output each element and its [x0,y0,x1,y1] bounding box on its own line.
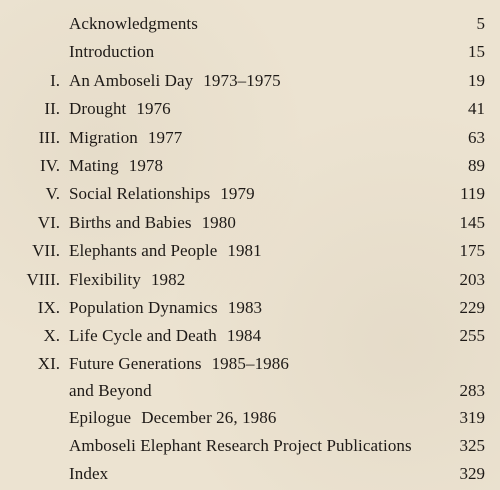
chapter-number: II. [44,99,60,119]
chapter-dates: 1981 [227,241,262,261]
toc-entry-introduction [0,38,500,66]
toc-entry-chapter-7 [0,237,500,265]
chapter-title: Epilogue December 26, 1986 [69,407,277,427]
chapter-title: Acknowledgments [69,14,198,33]
page-number: 325 [459,436,485,456]
page-number: 5 [476,14,485,33]
chapter-number: VIII. [26,269,60,289]
chapter-dates: 1977 [147,127,183,147]
page-number: 175 [459,241,485,261]
page-number: 203 [459,269,485,289]
toc-entry-chapter-11-continued [0,377,500,404]
toc-entry-chapter-4 [0,152,500,180]
chapter-number: VII. [32,241,60,261]
toc-entry-publications [0,432,500,460]
chapter-number: I. [50,70,60,90]
chapter-dates: 1982 [150,269,186,289]
page-number: 63 [468,127,485,147]
page-number: 283 [459,380,485,400]
chapter-title: An Amboseli Day 1973–1975 [69,70,281,90]
chapter-title: Mating 1978 [69,155,164,175]
chapter-dates: 1979 [220,184,255,204]
chapter-number: X. [43,326,60,346]
chapter-title: Future Generations 1985–1986 [69,353,289,373]
chapter-dates: 1980 [201,212,236,232]
page-number: 41 [468,99,485,119]
page-number: 319 [459,407,485,427]
chapter-dates: 1985–1986 [211,353,289,373]
chapter-number: III. [38,127,60,147]
chapter-number: IV. [40,155,60,175]
toc-entry-chapter-11 [0,351,500,377]
chapter-dates: December 26, 1986 [141,407,277,427]
page-number: 89 [468,155,485,175]
toc-entry-chapter-10 [0,322,500,350]
chapter-title: Amboseli Elephant Research Project Publications [69,436,412,456]
page-number: 119 [460,184,485,204]
chapter-title: Flexibility 1982 [69,269,186,289]
chapter-number: V. [45,184,60,204]
toc-entry-index [0,460,500,488]
page-number: 229 [459,297,485,317]
chapter-number: IX. [37,297,60,317]
toc-entry-chapter-8 [0,266,500,294]
chapter-title: Social Relationships 1979 [69,184,255,204]
chapter-title: Migration 1977 [69,127,183,147]
toc-entry-chapter-1 [0,67,500,95]
chapter-dates: 1973–1975 [203,70,281,90]
chapter-number: VI. [37,212,60,232]
page-number: 15 [468,42,485,62]
chapter-title: Life Cycle and Death 1984 [69,326,262,346]
chapter-number: XI. [37,353,60,373]
page-number: 329 [459,464,485,484]
page-number: 19 [468,70,485,90]
chapter-dates: 1976 [136,99,171,119]
toc-entry-chapter-6 [0,209,500,237]
page-number: 255 [459,326,485,346]
chapter-title: Introduction [69,42,155,62]
chapter-title-continued: and Beyond [69,380,152,400]
table-of-contents [0,10,500,489]
chapter-title: Index [69,464,109,484]
toc-entry-epilogue [0,404,500,432]
chapter-dates: 1978 [128,155,164,175]
chapter-title: Drought 1976 [69,99,171,119]
toc-entry-chapter-5 [0,180,500,208]
page-number: 145 [459,212,485,232]
chapter-title: Elephants and People 1981 [69,241,262,261]
toc-entry-chapter-9 [0,294,500,322]
chapter-dates: 1984 [226,326,262,346]
chapter-title: Births and Babies 1980 [69,212,236,232]
toc-entry-chapter-3 [0,124,500,152]
chapter-dates: 1983 [227,297,263,317]
toc-entry-acknowledgments [0,10,500,38]
toc-entry-chapter-2 [0,95,500,123]
chapter-title: Population Dynamics 1983 [69,297,263,317]
